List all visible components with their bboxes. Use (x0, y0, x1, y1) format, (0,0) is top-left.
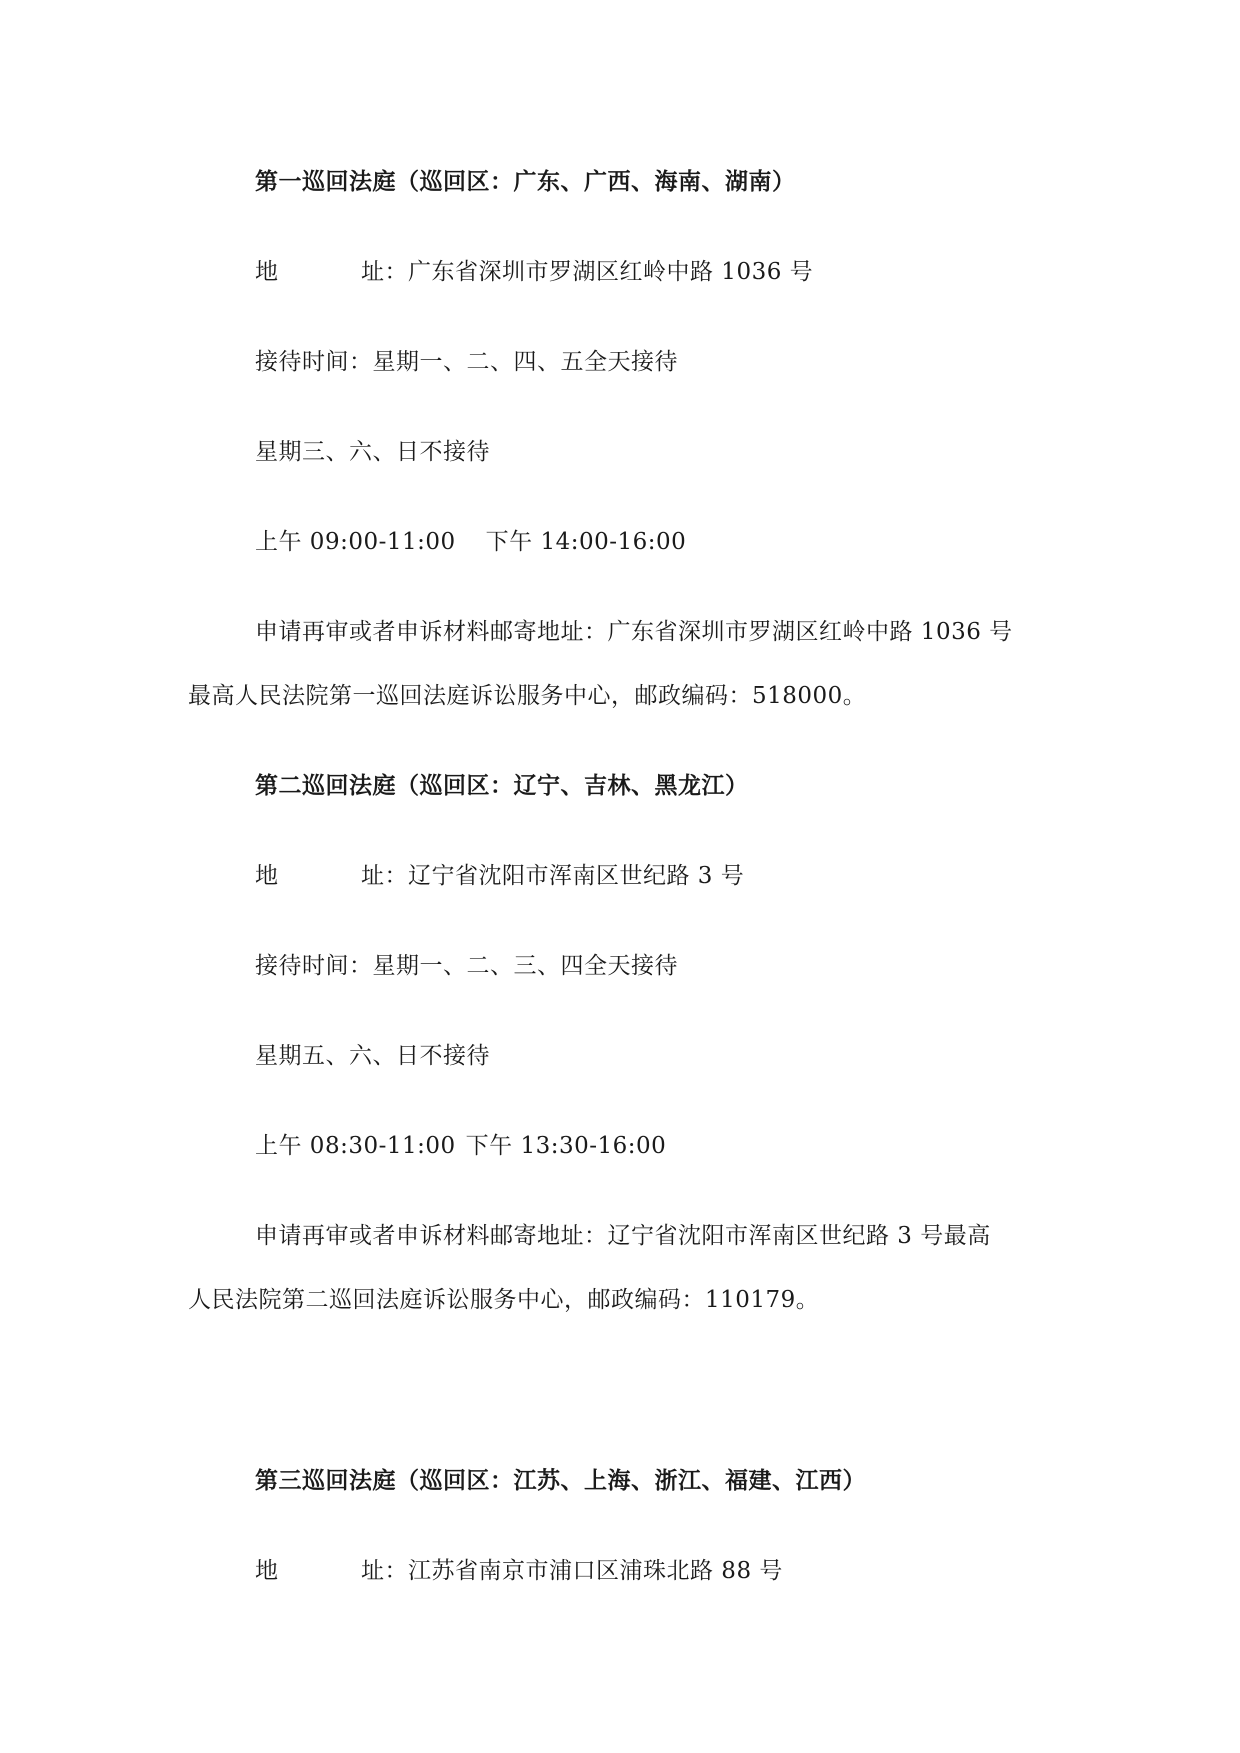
section-1-hours (255, 527, 686, 557)
section-1-closed-days: 星期三、六、日不接待 (255, 439, 490, 465)
address-label-char-1: 地 (255, 1558, 279, 1584)
morning-hours: 上午 09:00-11:00 (255, 529, 456, 555)
morning-hours: 上午 08:30-11:00 (255, 1133, 456, 1159)
section-1-address (255, 257, 813, 287)
address-value: 辽宁省沈阳市浑南区世纪路 3 号 (408, 863, 745, 889)
section-1-mailing-line-2: 最高人民法院第一巡回法庭诉讼服务中心，邮政编码：518000。 (188, 683, 867, 709)
address-value: 广东省深圳市罗湖区红岭中路 1036 号 (408, 259, 814, 285)
address-label-char-2: 址： (361, 259, 408, 285)
afternoon-hours: 下午 14:00-16:00 (485, 529, 687, 555)
section-2-mailing-line-2: 人民法院第二巡回法庭诉讼服务中心，邮政编码：110179。 (188, 1287, 820, 1313)
section-2-hours (255, 1131, 666, 1161)
section-2-address (255, 861, 744, 891)
section-3-heading: 第三巡回法庭（巡回区：江苏、上海、浙江、福建、江西） (255, 1467, 866, 1494)
address-label-char-1: 地 (255, 863, 279, 889)
address-label-char-2: 址： (361, 1558, 408, 1584)
section-2-closed-days: 星期五、六、日不接待 (255, 1043, 490, 1069)
section-1-mailing-line-1: 申请再审或者申诉材料邮寄地址：广东省深圳市罗湖区红岭中路 1036 号 (255, 619, 1013, 645)
section-2-reception-time: 接待时间：星期一、二、三、四全天接待 (255, 953, 678, 979)
section-2-heading: 第二巡回法庭（巡回区：辽宁、吉林、黑龙江） (255, 772, 749, 799)
address-label-char-2: 址： (361, 863, 408, 889)
section-2-mailing-line-1: 申请再审或者申诉材料邮寄地址：辽宁省沈阳市浑南区世纪路 3 号最高 (255, 1223, 991, 1249)
section-3-address (255, 1556, 783, 1586)
address-value: 江苏省南京市浦口区浦珠北路 88 号 (408, 1558, 783, 1584)
address-label-char-1: 地 (255, 259, 279, 285)
section-1-reception-time: 接待时间：星期一、二、四、五全天接待 (255, 349, 678, 375)
afternoon-hours: 下午 13:30-16:00 (465, 1133, 667, 1159)
section-1-heading: 第一巡回法庭（巡回区：广东、广西、海南、湖南） (255, 168, 796, 195)
